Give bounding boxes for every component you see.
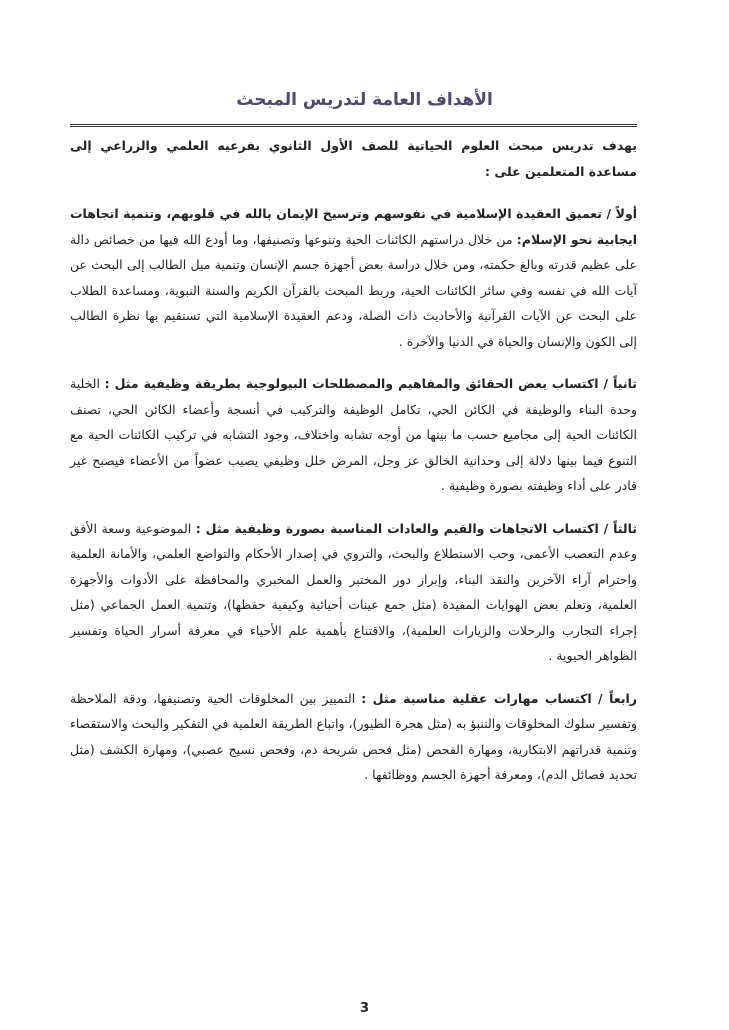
objective-4-body: التمييز بين المخلوقات الحية وتصنيفها، ودقة الملاحظة وتفسير سلوك المخلوقات والتنبؤ به (مثل هجرة الطيور)، واتباع الطريقة العلمية في التفكير والبحث والاستقصاء وتنمية قدراتهم الابتكارية، ومهارة الفحص (مثل فحص شريحة دم، وفحص نسيج عصبي)، ومهارة الكشف (مثل تحديد فصائل الدم)، ومعرفة أجهزة الجسم ووظائفها . [70, 690, 637, 782]
objective-3-body: الموضوعية وسعة الأفق وعدم التعصب الأعمى، وحب الاستطلاع والبحث، والتروي في إصدار الأحكام والتواضع العلمي، والأمانة العلمية واحترام آراء الآخرين والنقد البناء، وإبراز دور المختبر والعمل المخبري والمحافظة على الأدوات والأجهزة العلمية، وتعلم بعض الهوايات المفيدة (مثل جمع عينات أحيائية وكيفية حفظها)، وتنمية العمل الجماعي (مثل إجراء التجارب والرحلات والزيارات العلمية)، والاقتناع بأهمية علم الأحياء في معرفة أسرار الحياة وتفسير الظواهر الحيوية . [70, 520, 637, 663]
objective-1-body: من خلال دراستهم الكائنات الحية وتنوعها وتصنيفها، وما أودع الله فيها من خصائص دالة على عظيم قدرته وبالغ حكمته، ومن خلال دراسة بعض أجهزة جسم الإنسان وتنمية ميل الطالب إلى البحث عن آيات الله في نفسه وفي سائر الكائنات الحية، وربط المبحث بالقرآن الكريم والسنة النبوية، ومساعدة الطلاب على البحث عن الآيات القرآنية والأحاديث ذات الصلة، ودعم العقيدة الإسلامية التي تستقيم بها نظرة الطالب إلى الكون والإنسان والحياة في الدنيا والآخرة . [70, 231, 637, 349]
objective-2-paragraph [70, 371, 637, 499]
intro-paragraph [70, 133, 637, 184]
objective-1-heading: أولاً / تعميق العقيدة الإسلامية في نفوسهم وترسيخ الإيمان بالله في قلوبهم، وتنمية اتجاهات ايجابية نحو الإسلام: [70, 206, 637, 247]
objective-4-paragraph [70, 686, 637, 788]
page-number: 3 [359, 1001, 370, 1016]
page-title: الأهداف العامة لتدريس المبحث [236, 90, 493, 110]
objective-2-heading: ثانياً / اكتساب بعض الحقائق والمفاهيم والمصطلحات البيولوجية بطريقة وظيفية مثل : [104, 376, 637, 391]
intro-heading: يهدف تدريس مبحث العلوم الحياتية للصف الأول الثانوي بفرعيه العلمي والزراعي إلى مساعدة المتعلمين على : [70, 138, 637, 179]
objectives-section [70, 124, 637, 886]
objective-3-heading: ثالثاً / اكتساب الاتجاهات والقيم والعادات المناسبة بصورة وظيفية مثل : [195, 520, 637, 536]
objective-4-heading: رابعاً / اكتساب مهارات عقلية مناسبة مثل : [361, 690, 637, 706]
objective-2-body: الخلية وحدة البناء والوظيفة في الكائن الحي، تكامل الوظيفة والتركيب في أنسجة وأعضاء الكائن الحي، تصنف الكائنات الحية إلى مجاميع حسب ما بينها من أوجه تشابه واختلاف، وجود التشابه في تركيب الكائنات الحية مع التنوع فيما بينها دلالة إلى وحدانية الخالق عز وجل، المرض خلل وظيفي يصيب عضواً من الأعضاء فيصبح غير قادر على أداء وظيفته بصورة وظيفية . [70, 376, 637, 493]
objective-3-paragraph [70, 516, 637, 669]
objective-1-paragraph [70, 201, 637, 354]
